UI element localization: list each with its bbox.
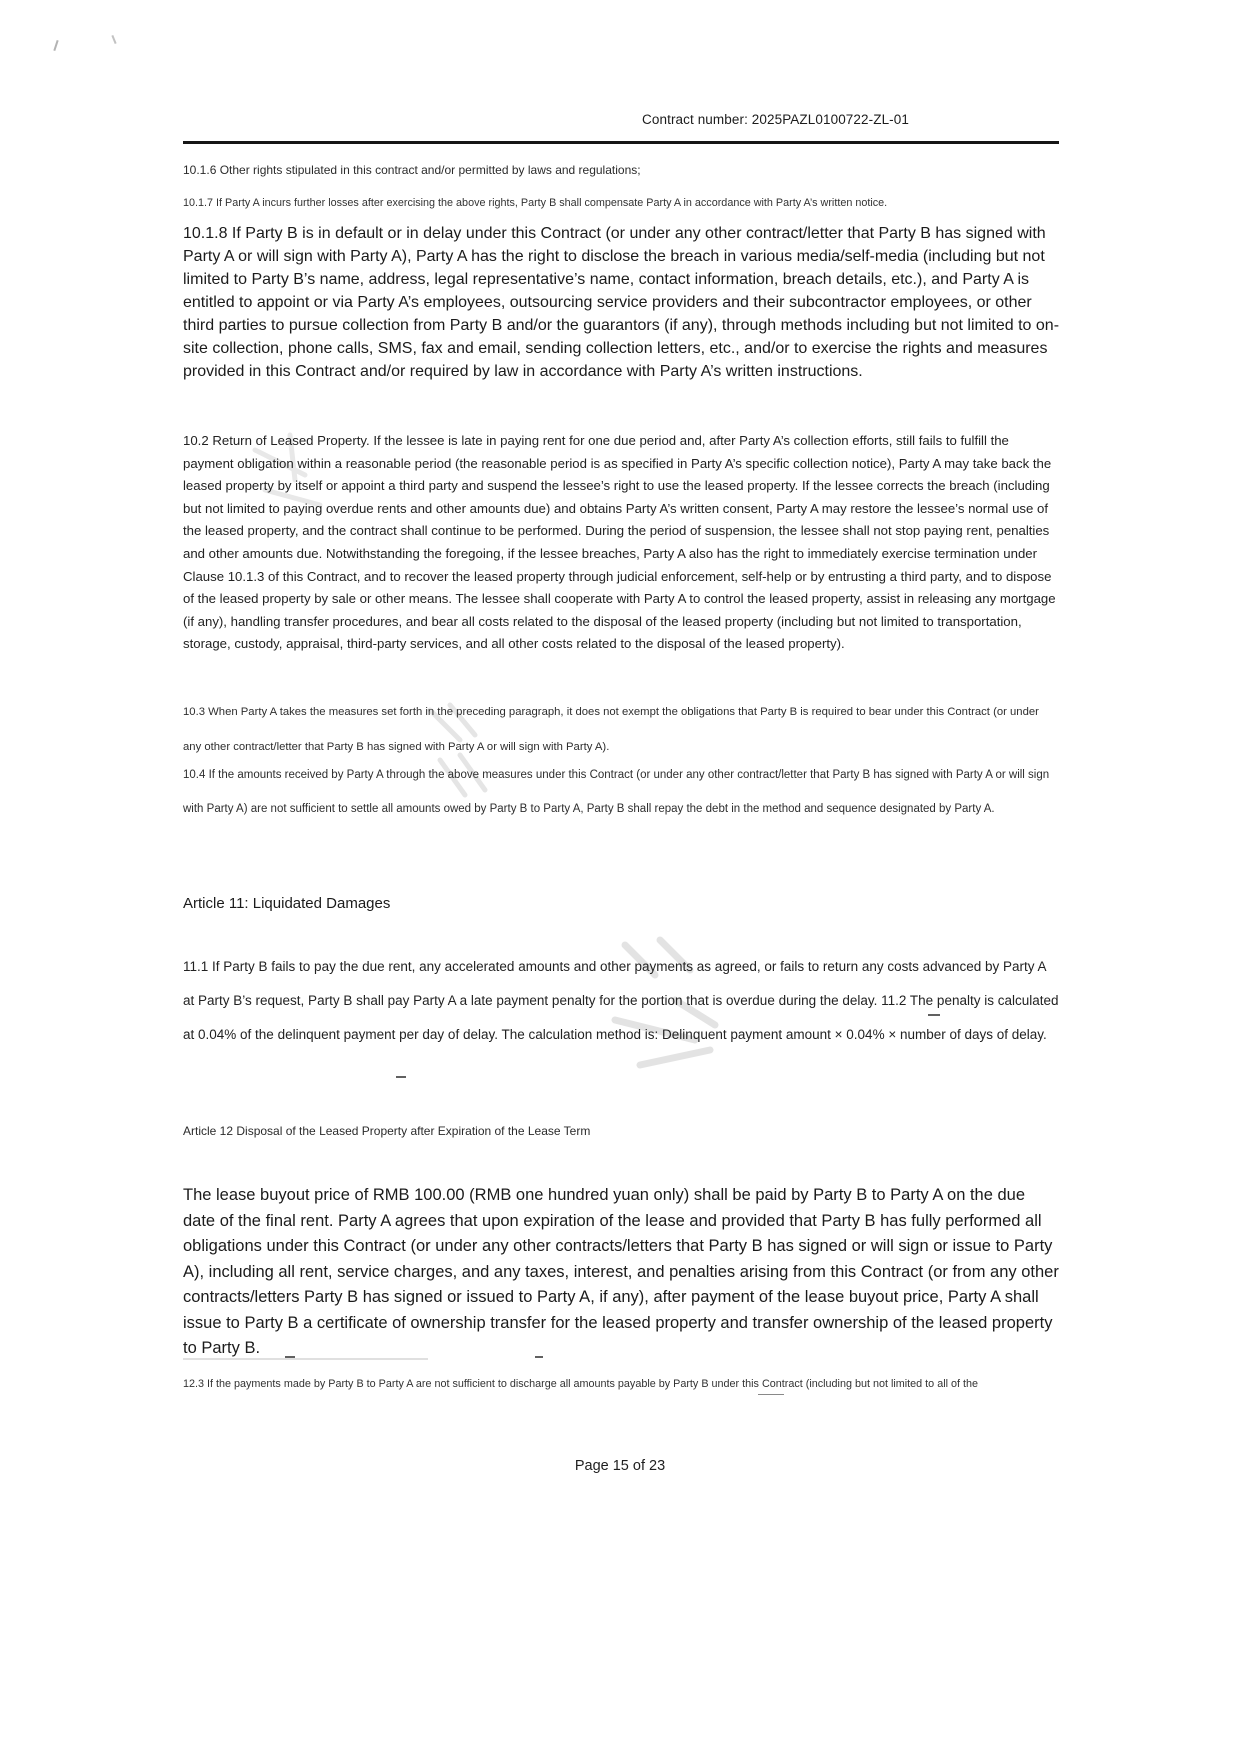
contract-number: Contract number: 2025PAZL0100722-ZL-01 bbox=[642, 112, 909, 127]
clause-10-1-8: 10.1.8 If Party B is in default or in delay under this Contract (or under any other contract/letter that Party B has signed with Party A or will sign with Party A), Party A has the right to disclose the breach in various media/self-media (including but not limited to Party B’s name, address, legal representative’s name, contact information, breach details, etc.), and Party A is entitled to appoint or via Party A’s employees, outsourcing service providers and their subcontractor employees, or other third parties to pursue collection from Party B and/or the guarantors (if any), through methods including but not limited to on-site collection, phone calls, SMS, fax and email, sending collection letters, etc., and/or to exercise the rights and measures provided in this Contract and/or required by law in accordance with Party A’s written instructions. bbox=[183, 225, 1060, 380]
article-11-heading: Article 11: Liquidated Damages bbox=[183, 895, 391, 912]
scan-artifact-dash bbox=[396, 1076, 406, 1078]
header-rule bbox=[183, 141, 1059, 144]
clause-12-buyout: The lease buyout price of RMB 100.00 (RMB one hundred yuan only) shall be paid by Party B to Party A on the due date of the final rent. Party A agrees that upon expiration of the lease and provided that Party B has fully performed all obligations under this Contract (or under any other contracts/letters that Party B has signed or will sign or issue to Party A), including all rent, service charges, and any taxes, interest, and penalties arising from this Contract (or from any other contracts/letters Party B has signed or issued to Party A, if any), after payment of the lease buyout price, Party A shall issue to Party B a certificate of ownership transfer for the leased property and transfer ownership of the leased property to Party B. bbox=[183, 1186, 1059, 1357]
clause-12-3: 12.3 If the payments made by Party B to Party A are not sufficient to discharge all amounts payable by Party B under this Contract (including but not limited to all of the bbox=[183, 1378, 979, 1390]
clause-11-1: 11.1 If Party B fails to pay the due rent, any accelerated amounts and other payments as agreed, or fails to return any costs advanced by Party A at Party B’s request, Party B shall pay Party A a late payment penalty for the portion that is overdue during the delay. 11.2 The penalty is calculated at 0.04% of the delinquent payment per day of delay. The calculation method is: Delinquent payment amount × 0.04% × number of days of delay. bbox=[183, 959, 1059, 1042]
article-12-heading: Article 12 Disposal of the Leased Property after Expiration of the Lease Term bbox=[183, 1124, 591, 1138]
clause-10-4: 10.4 If the amounts received by Party A through the above measures under this Contract (or under any other contract/letter that Party B has signed with Party A or will sign with Party A) are not sufficient to settle all amounts owed by Party B to Party A, Party B shall repay the debt in the method and sequence designated by Party A. bbox=[183, 769, 1050, 815]
scan-artifact-pen-mark bbox=[111, 35, 116, 44]
clause-10-1-7: 10.1.7 If Party A incurs further losses after exercising the above rights, Party B shall compensate Party A in accordance with Party A’s written notice. bbox=[183, 197, 888, 209]
clause-10-3: 10.3 When Party A takes the measures set forth in the preceding paragraph, it does not exempt the obligations that Party B is required to bear under this Contract (or under any other contract/letter that Party B has signed with Party A or will sign with Party A). bbox=[183, 706, 1039, 753]
clause-10-1-6: 10.1.6 Other rights stipulated in this contract and/or permitted by laws and regulations; bbox=[183, 163, 641, 177]
page-number: Page 15 of 23 bbox=[574, 1458, 666, 1474]
scan-artifact-pen-mark bbox=[53, 40, 58, 51]
clause-10-2: 10.2 Return of Leased Property. If the lessee is late in paying rent for one due period and, after Party A’s collection efforts, still fails to fulfill the payment obligation within a reasonable period (the reasonable period is as specified in Party A’s specific collection notice), Party A may take back the leased property by itself or appoint a third party and suspend the lessee’s right to use the leased property. If the lessee corrects the breach (including but not limited to paying overdue rents and other amounts due) and obtains Party A’s written consent, Party A may restore the lessee’s normal use of the leased property, and the contract shall continue to be performed. During the period of suspension, the lessee shall not stop paying rent, penalties and other amounts due. Notwithstanding the foregoing, if the lessee breaches, Party A also has the right to immediately exercise termination under Clause 10.1.3 of this Contract, and to recover the leased property through judicial enforcement, self-help or by entrusting a third party, and to dispose of the leased property by sale or other means. The lessee shall cooperate with Party A to control the leased property, assist in releasing any mortgage (if any), handling transfer procedures, and bear all costs related to the disposal of the leased property (including but not limited to transportation, storage, custody, appraisal, third-party services, and all other costs related to the disposal of the leased property). bbox=[183, 433, 1056, 652]
scan-artifact-underline bbox=[758, 1394, 784, 1395]
